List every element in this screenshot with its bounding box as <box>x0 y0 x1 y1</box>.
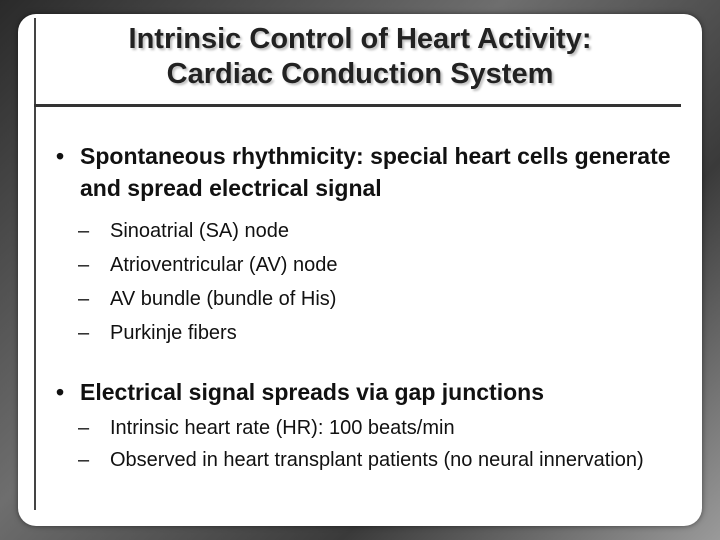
sub-item-text: Atrioventricular (AV) node <box>110 254 338 276</box>
title-line-1: Intrinsic Control of Heart Activity: <box>128 23 592 55</box>
sub-item-text: AV bundle (bundle of His) <box>110 288 337 310</box>
title-underline <box>34 104 681 107</box>
dash-marker: – <box>78 417 90 439</box>
dash-marker: – <box>78 449 90 471</box>
vertical-rule <box>34 18 36 510</box>
bullet-2-sublist <box>56 412 686 476</box>
list-item <box>56 248 686 282</box>
bullet-1 <box>56 140 686 204</box>
slide-title <box>40 22 680 92</box>
bullet-2-text: Electrical signal spreads via gap junctions <box>80 379 544 405</box>
title-line-2: Cardiac Conduction System <box>166 58 554 90</box>
list-item <box>56 214 686 248</box>
dash-marker: – <box>78 254 90 276</box>
dash-marker: – <box>78 220 90 242</box>
list-item <box>56 316 686 350</box>
dash-marker: – <box>78 288 90 310</box>
sub-item-text: Sinoatrial (SA) node <box>110 220 289 242</box>
sub-item-text: Purkinje fibers <box>110 322 237 344</box>
bullet-marker: • <box>56 379 65 405</box>
sub-item-text: Intrinsic heart rate (HR): 100 beats/min <box>110 417 455 439</box>
list-item <box>56 282 686 316</box>
list-item <box>56 412 686 444</box>
bullet-1-sublist <box>56 214 686 350</box>
list-item <box>56 444 686 476</box>
bullet-2 <box>56 376 686 408</box>
slide-content <box>56 140 686 476</box>
bullet-marker: • <box>56 143 65 169</box>
dash-marker: – <box>78 322 90 344</box>
bullet-1-text: Spontaneous rhythmicity: special heart cells generate and spread electrical signal <box>80 143 671 201</box>
spacer <box>56 350 686 376</box>
sub-item-text: Observed in heart transplant patients (no neural innervation) <box>110 449 644 471</box>
